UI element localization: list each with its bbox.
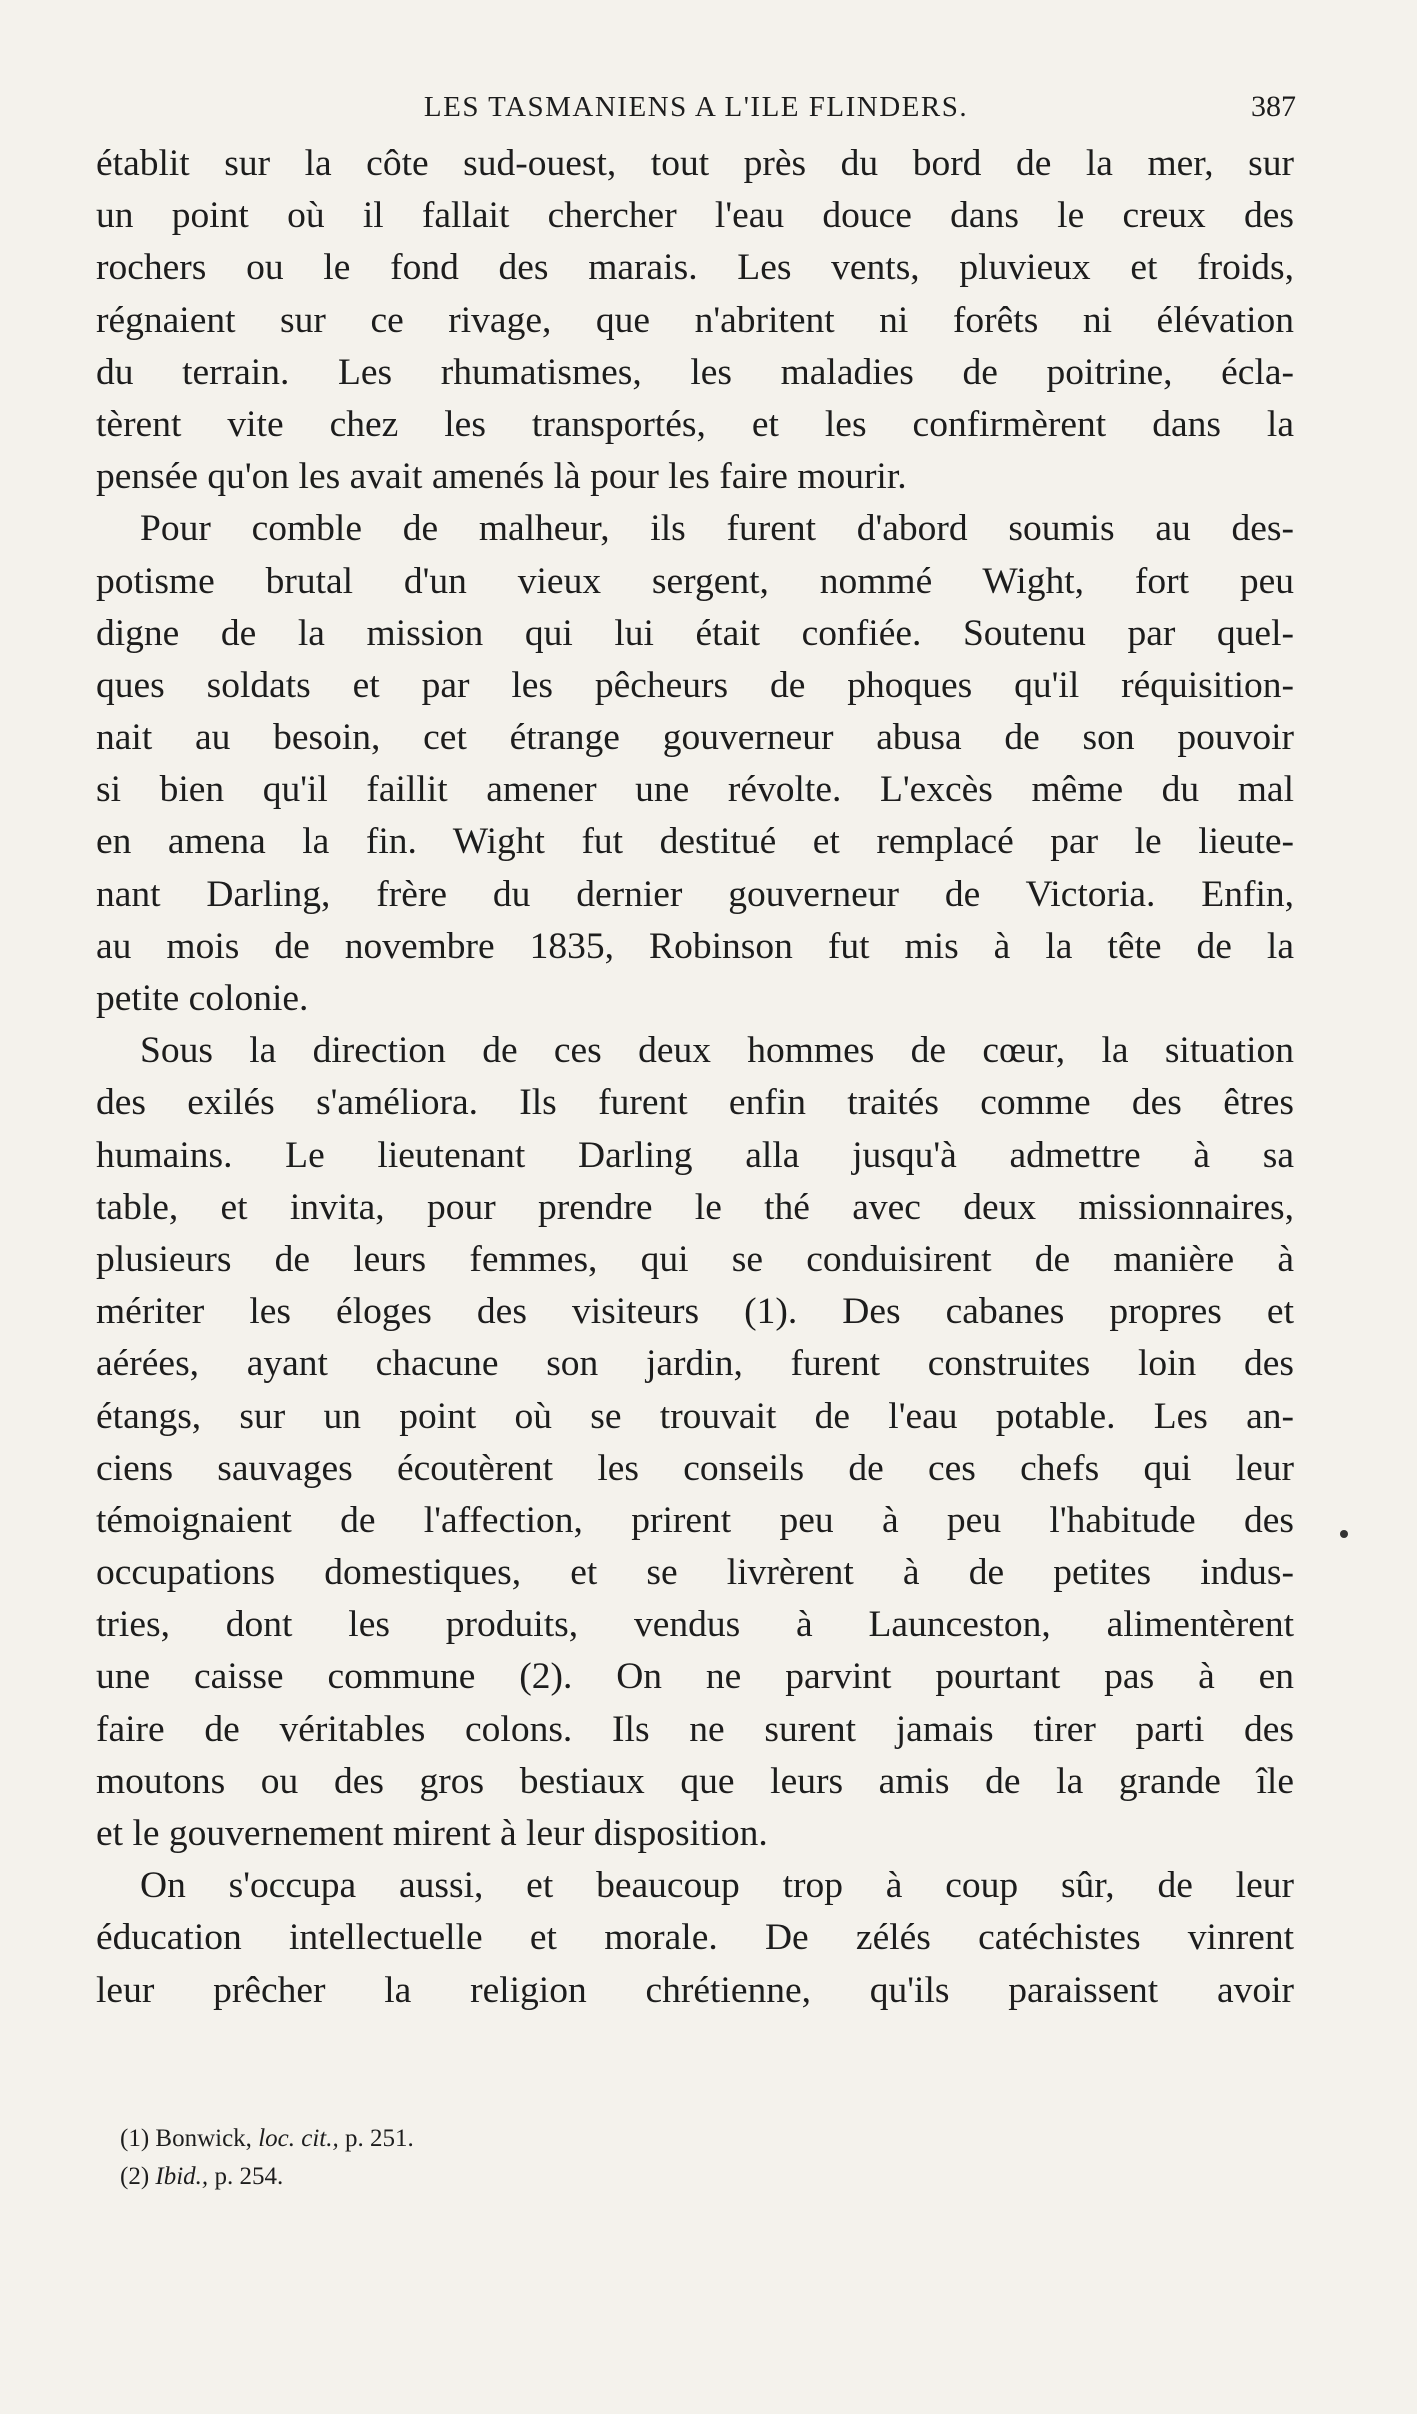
text-line: moutons ou des gros bestiaux que leurs amis de la grande île	[96, 1760, 1294, 1802]
text-line: ques soldats et par les pêcheurs de phoques qu'il réquisition-	[96, 664, 1294, 706]
text-line: Pour comble de malheur, ils furent d'abord soumis au des-	[140, 508, 1294, 550]
text-line: tèrent vite chez les transportés, et les confirmèrent dans la	[96, 403, 1294, 445]
text-line: Sous la direction de ces deux hommes de cœur, la situation	[140, 1030, 1294, 1072]
footnote-page: p. 251.	[344, 2125, 414, 2152]
text-line: nait au besoin, cet étrange gouverneur abusa de son pouvoir	[96, 717, 1294, 759]
running-title: LES TASMANIENS A L'ILE FLINDERS.	[423, 91, 969, 123]
footnote-number: (2)	[120, 2163, 150, 2190]
text-line: digne de la mission qui lui était confiée. Soutenu par quel-	[96, 612, 1294, 654]
footnote-author: Bonwick,	[155, 2125, 252, 2152]
text-line: établit sur la côte sud-ouest, tout près du bord de la mer, sur	[96, 143, 1294, 184]
footnote-page: p. 254.	[214, 2163, 284, 2190]
text-line: du terrain. Les rhumatismes, les maladies de poitrine, écla-	[96, 351, 1294, 393]
footnotes	[120, 2120, 820, 2196]
text-line: occupations domestiques, et se livrèrent à de petites indus-	[96, 1552, 1294, 1594]
text-line: potisme brutal d'un vieux sergent, nommé Wight, fort peu	[96, 560, 1294, 602]
text-line: faire de véritables colons. Ils ne surent jamais tirer parti des	[96, 1708, 1294, 1750]
footnote-ref: Ibid.,	[155, 2163, 209, 2190]
text-line: en amena la fin. Wight fut destitué et remplacé par le lieute-	[96, 821, 1294, 863]
text-line: aérées, ayant chacune son jardin, furent construites loin des	[96, 1343, 1294, 1385]
footnote-2	[120, 2158, 820, 2196]
margin-mark	[1340, 1530, 1348, 1538]
text-line: si bien qu'il faillit amener une révolte. L'excès même du mal	[96, 769, 1294, 811]
text-line: un point où il fallait chercher l'eau douce dans le creux des	[96, 195, 1294, 237]
text-line: mériter les éloges des visiteurs (1). Des cabanes propres et	[96, 1291, 1294, 1333]
text-line: témoignaient de l'affection, prirent peu à peu l'habitude des	[96, 1499, 1294, 1541]
text-line: nant Darling, frère du dernier gouverneur de Victoria. Enfin,	[96, 873, 1294, 915]
text-line: humains. Le lieutenant Darling alla jusqu'à admettre à sa	[96, 1134, 1294, 1176]
page-header	[96, 82, 1296, 132]
text-line: On s'occupa aussi, et beaucoup trop à coup sûr, de leur	[140, 1865, 1294, 1907]
text-line: une caisse commune (2). On ne parvint pourtant pas à en	[96, 1656, 1294, 1698]
body-text	[96, 138, 1294, 2017]
footnote-ref: loc. cit.,	[258, 2125, 339, 2152]
text-line: des exilés s'améliora. Ils furent enfin traités comme des êtres	[96, 1082, 1294, 1124]
page-number: 387	[1251, 90, 1296, 123]
footnote-number: (1)	[120, 2125, 150, 2152]
text-line: éducation intellectuelle et morale. De zélés catéchistes vinrent	[96, 1917, 1294, 1959]
text-line: petite colonie.	[96, 978, 309, 1019]
text-line: étangs, sur un point où se trouvait de l'eau potable. Les an-	[96, 1395, 1294, 1437]
text-line: leur prêcher la religion chrétienne, qu'ils paraissent avoir	[96, 1969, 1294, 2011]
text-line: table, et invita, pour prendre le thé avec deux missionnaires,	[96, 1186, 1294, 1228]
footnote-1	[120, 2120, 820, 2158]
text-line: ciens sauvages écoutèrent les conseils de ces chefs qui leur	[96, 1447, 1294, 1489]
text-line: au mois de novembre 1835, Robinson fut mis à la tête de la	[96, 925, 1294, 967]
text-line: tries, dont les produits, vendus à Launceston, alimentèrent	[96, 1604, 1294, 1646]
text-line: rochers ou le fond des marais. Les vents, pluvieux et froids,	[96, 247, 1294, 289]
text-line: régnaient sur ce rivage, que n'abritent ni forêts ni élévation	[96, 299, 1294, 341]
text-line: pensée qu'on les avait amenés là pour les faire mourir.	[96, 456, 907, 498]
text-line: plusieurs de leurs femmes, qui se conduisirent de manière à	[96, 1238, 1294, 1280]
text-line: et le gouvernement mirent à leur disposition.	[96, 1813, 768, 1854]
